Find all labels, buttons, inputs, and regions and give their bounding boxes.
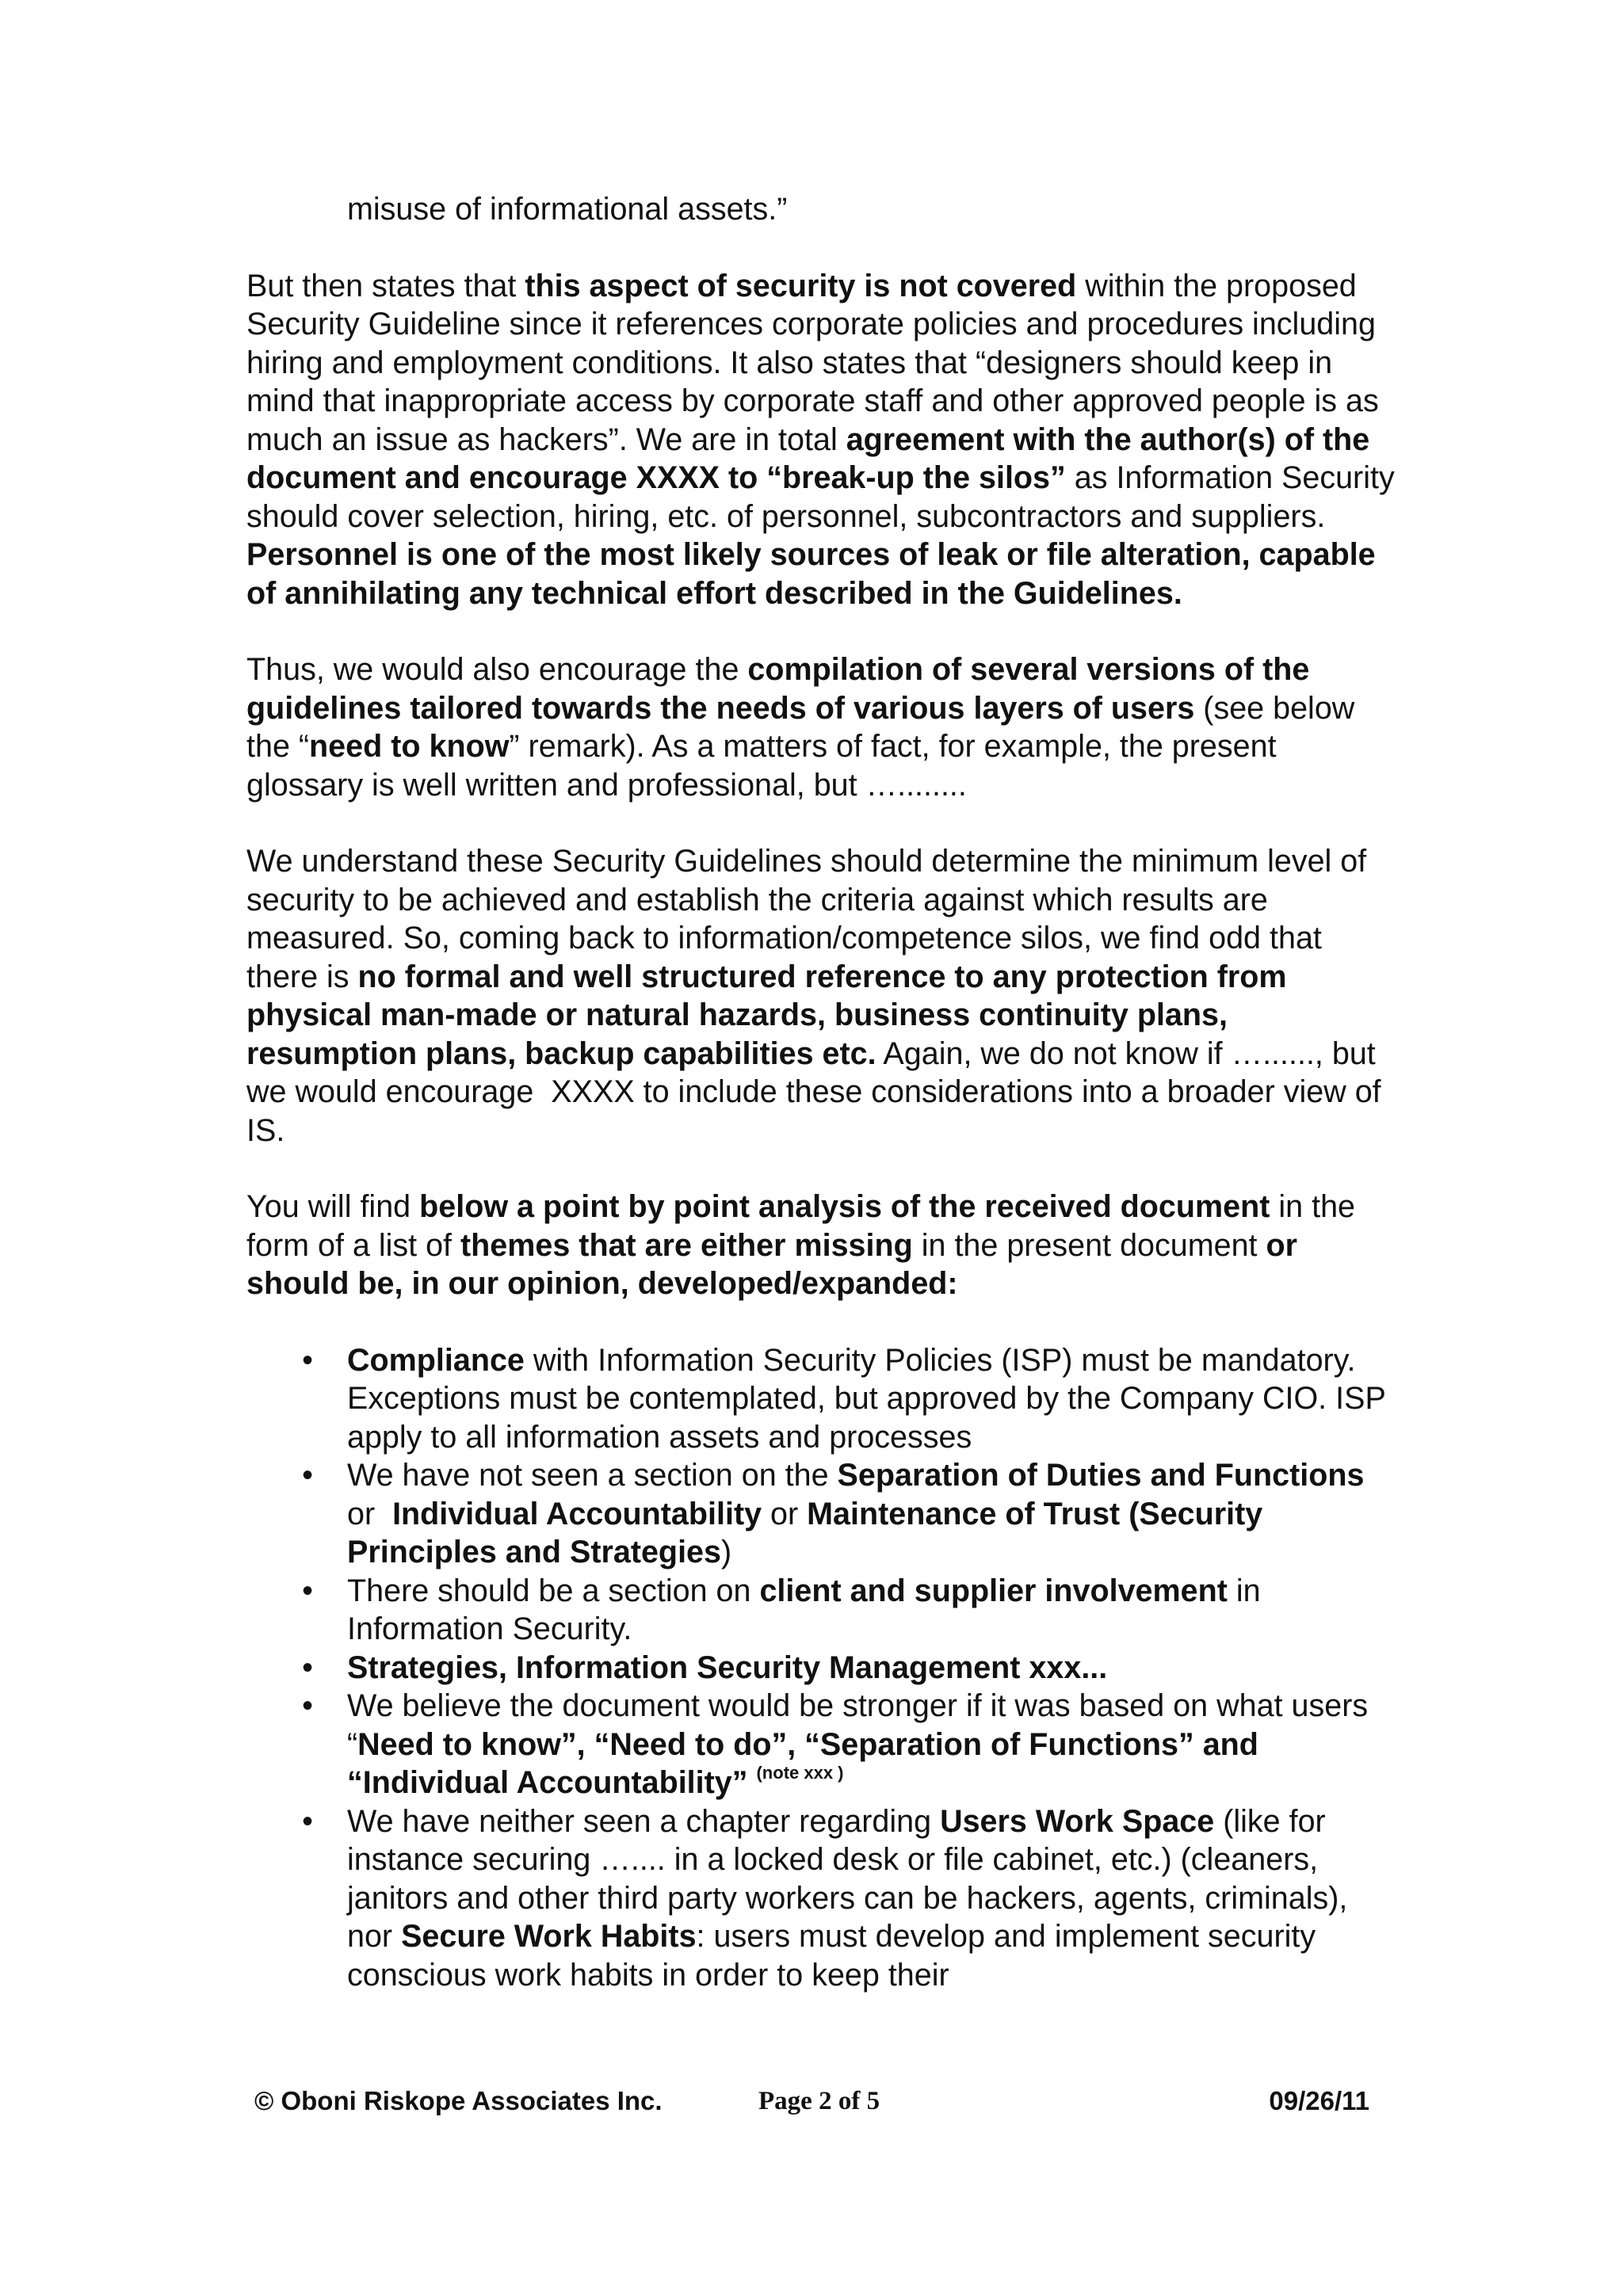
list-item: • We have neither seen a chapter regarding Users Work Space (like for instance securing ….... in a locked desk or file cabinet, etc.) (cleaners, janitors and other third party workers can be hackers, agents, criminals), nor Secure Work Habits: users must develop and implement security conscious work habits in order to keep their — [347, 1802, 1396, 1995]
footer-company: © Oboni Riskope Associates Inc. — [254, 2086, 663, 2115]
list-item: • There should be a section on client and supplier involvement in Information Security. — [347, 1572, 1396, 1649]
bullet-icon: • — [302, 1342, 313, 1378]
list-item: • We believe the document would be stronger if it was based on what users “Need to know”, “Need to do”, “Separation of Functions” and “Individual Accountability” $^{(note xxx )}$ — [347, 1687, 1396, 1802]
list-item: • Strategies, Information Security Management xxx... — [347, 1649, 1396, 1688]
footer-page-number: Page 2 of 5 — [758, 2087, 880, 2115]
note-reference: (note xxx ) — [756, 1763, 844, 1783]
paragraph-gap — [246, 1303, 1396, 1341]
quote-continuation: misuse of informational assets.” — [347, 192, 788, 227]
paragraph-analysis-intro: You will find below a point by point analysis of the received document in the form of a list of themes that are either missing in the present document or should be, in our opinion, developed/expanded: — [246, 1189, 1356, 1301]
page-footer — [254, 2081, 1380, 2121]
paragraph-gap — [246, 804, 1396, 842]
themes-list — [246, 1341, 1396, 1995]
paragraph-gap — [246, 229, 1396, 267]
footer-date: 09/26/11 — [1269, 2086, 1369, 2115]
paragraph-gap — [246, 612, 1396, 650]
bullet-icon: • — [302, 1803, 313, 1839]
bullet-icon: • — [302, 1688, 313, 1723]
paragraph-gap — [246, 1150, 1396, 1188]
bullet-icon: • — [302, 1650, 313, 1685]
list-item: • Compliance with Information Security Policies (ISP) must be mandatory. Exceptions must be contemplated, but approved by the Company CIO. ISP apply to all information assets and processes — [347, 1341, 1396, 1457]
list-item: • We have not seen a section on the Separation of Duties and Functions or Individual Accountability or Maintenance of Trust (Security Principles and Strategies) — [347, 1456, 1396, 1572]
paragraph-versions: Thus, we would also encourage the compilation of several versions of the guidelines tailored towards the needs of various layers of users (see below the “need to know” remark). As a matters of fact, for example, the present glossary is well written and professional, but …........ — [246, 652, 1355, 803]
body-text — [246, 190, 1396, 1994]
bullet-icon: • — [302, 1458, 313, 1493]
paragraph-silos: But then states that this aspect of security is not covered within the proposed Security Guideline since it references corporate policies and procedures including hiring and employment conditions. It also states that “designers should keep in mind that inappropriate access by corporate staff and other approved people is as much an issue as hackers”. We are in total agreement with the author(s) of the document and encourage XXXX to “break-up the silos” as Information Security should cover selection, hiring, etc. of personnel, subcontractors and suppliers. Personnel is one of the most likely sources of leak or file alteration, capable of annihilating any technical effort described in the Guidelines. — [246, 268, 1395, 611]
bullet-icon: • — [302, 1573, 313, 1608]
paragraph-hazards: We understand these Security Guidelines should determine the minimum level of security to be achieved and establish the criteria against which results are measured. So, coming back to information/competence silos, we find odd that there is no formal and well structured reference to any protection from physical man-made or natural hazards, business continuity plans, resumption plans, backup capabilities etc. Again, we do not know if …......, but we would encourage XXXX to include these considerations into a broader view of IS. — [246, 844, 1381, 1148]
